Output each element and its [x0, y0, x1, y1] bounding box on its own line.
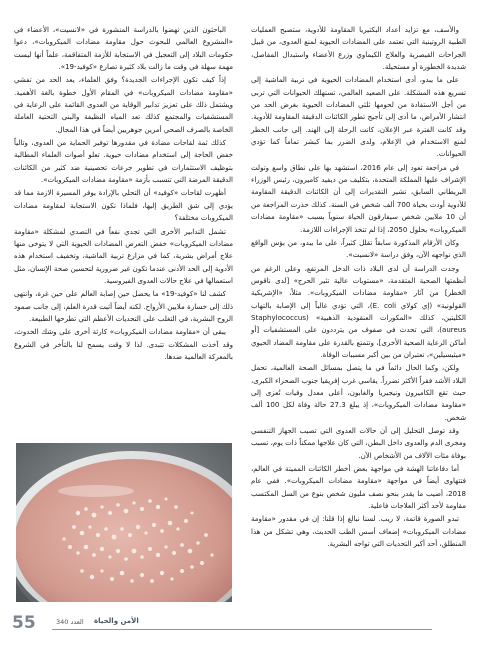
article-column-left: [14, 24, 233, 364]
paragraph: ولكن، وكما الحال دائماً في ما يتصل بمسائل الصحة العالمية، تحمل البلاد الأشد فقراً الأكثر تضرراً. يقاسي غرب إفريقيا جنوب الصحراء الكبرى، حيث تقع الكاميرون ونيجيريا والغابون، أعلى معدل وفيات تُعزى إلى «مقاومة مضادات الميكروبات»، إذ يبلغ 27.3 حالة وفاة لكل 100 ألف شخص.: [251, 363, 467, 422]
petri-dish-image: [16, 443, 232, 602]
paragraph: يبقى أن «مقاومة مضادات الميكروبات» كارثة أخرى على وشك الحدوث، وقد آخذت المشكلات تتبدى. لذا لا وقت يسمح لنا بالتأخر في الشروع بالمعركة العالمية ضدها.: [14, 327, 233, 361]
paragraph: وكان الأرقام المذكورة سابقاً تقلل كثيراً، على ما يبدو، من بؤس الواقع الذي نواجهه الآن، وفق دراسة «لانسيت».: [251, 237, 466, 260]
paragraph: على ما يبدو، أدى استخدام المضادات الحيوية في تربية الماشية إلى تسريع هذه المشكلة. على الصعيد العالمي، تستهلك الحيوانات التي تربى من أجل الاستفادة من لحومها ثلثي المضادات الحيوية بغرض الحد من انتشار الأمراض، ما أدى إلى تأجيج تطور الكائنات الدقيقة المقاومة للأدوية. وقد كانت الفترة عبر الإعلان، كانت الرحلة إلى الهند. إلى جانب الخطر لمنع الاستخدام في الإعلام، ولدى الضرر بما كبشر تماماً كما تؤدي الحيوانات.: [251, 75, 466, 159]
paragraph: أما دفاعاتنا الهشة في مواجهة بعض أخطر الكائنات المميتة في العالم، فتتهاوى أيضاً في مواجهة «مقاومة مضادات الميكروبات». ففي عام 2018، أصيب ما يقدر بنحو نصف مليون شخص بنوع من السل المكتسب مقاومة لأحد أكثر العلاجات فاعلية.: [251, 464, 466, 511]
paragraph: وجدت الدراسة أن لدى البلاد ذات الدخل المرتفع، وعلى الرغم من أنظمتها الصحية المتقدمة، «مستويات عالية تثير الحرج» [لدى ناقوس الخطر] من آثار «مقاومة مضادات الميكروبات». مثلاً، «الإشريكية القولونية» (إي كولاي E. coli)، التي تؤدي غالباً إلى الإصابة بالتهاب الكليتين، كذلك «المكورات العنقودية الذهبية» (Staphylococcus aureus)، التي تحدث في صفوف من يترددون على المستشفيات [أو أماكن الرعاية الصحية الأخرى]، وتتمتع بالقدرة على مقاومة المضاد الحيوي «ميثيسيلين»، تعتبران من بين أكبر مسببات الوفاة.: [251, 263, 466, 359]
magazine-name: الأمن والحياة: [94, 617, 139, 625]
paragraph: إذاً كيف تكون الإجراءات الجديدة؟ وفق العلماء، يعد الحد من تفشي «مقاومة مضادات الميكروبات» في المقام الأول خطوة بالغة الأهمية. ويشتمل ذلك على تعزيز تدابير الوقاية من العدوى القائمة على الرعاية في المستشفيات والمجتمع كذلك تعد المياه النظيفة والبنى التحتية العاملة الخاصة بالصرف الصحي أمرين جوهريين أيضاً في هذا المجال.: [14, 75, 233, 134]
petri-dish-bacteria-image: [16, 443, 232, 602]
footer-divider: [52, 629, 432, 630]
article-column-right: [251, 24, 466, 551]
paragraph: تشمل التدابير الأخرى التي تجدي نفعاً في التصدي لمشكلة «مقاومة مضادات الميكروبات» خفض التعرض المضادات الحيوية التي لا يتوخى منها علاج أمراض بشرية، كما في مزارع تربية الماشية، وتخفيف استخدام هذه الأدوية إلى الحد الأدنى عندما تكون غير ضرورية لتحسين صحة الإنسان، مثل استعمالها في علاج حالات العدوى الفيروسية.: [14, 226, 233, 285]
paragraph: أظهرت لقاحات «كوفيد» أن التحلي بالإرادة يوفر المسيرة الازمة مما قد يؤدي إلى شق الطريق إليها، فلماذا تكون الاستجابة لمقاومة مضادات الميكروبات مختلفة؟: [14, 188, 233, 223]
paragraph: كذلك ثمة لقاحات مضادة في مقدورها توفير الحماية من العدوى، وتالياً خفض الحاجة إلى استخدام مضادات حيوية. تعلو أصوات العلماء المطالبة بتوظيف الاستثمارات في تطوير جرعات تحصينية ضد كثير من الكائنات الدقيقة المرضة التي تتسبب بأزمة «مقاومة مضادات الميكروبات».: [14, 138, 233, 185]
paragraph: وقد توصل التحليل إلى أن حالات العدوى التي تصيب الجهاز التنفسي ومجرى الدم والعدوى داخل البطن، التي كان علاجها ممكناً ذات يوم، تسبب بوفاة مئات الآلاف من الأشخاص الآن.: [251, 426, 466, 460]
paragraph: كشف لنا «كوفيد-19» ما يحصل حين إصابة العالم على حين غرة، وانتهى ذلك إلى خسارة ملايين الأرواح. لكنه أيضاً أثبت قدرة العلم، إلى جانب صمود الروح البشرية، في التغلب على التحديات الأعظم التي تطرحها الطبيعة.: [14, 289, 233, 323]
paragraph: الباحثون الذين نهضوا بالدراسة المنشورة في «لانسيت»، الأعضاء في «المشروع العالمي للبحوث حول مقاومة مضادات الميكروبات»، دعوا حكومات البلاد إلى التعجيل في الاستجابة للأزمة المتفاقمة، علماً أنها ليست مهمة سهلة في وقت ما زالت بلاد كثيرة تصارع «كوفيد-19».: [14, 25, 233, 72]
paragraph: تبدو الصورة قاتمة، لا ريب. لسنا نبالغ إذا قلنا: إن في مقدور «مقاومة مضادات الميكروبات» إضعاف أسس الطب الحديث، وهي تشكل من هذا المنطلق، أحد أكبر التحديات التي تواجه البشرية.: [251, 514, 466, 549]
paragraph: والأسف، مع تزايد أعداد البكتيريا المقاومة للأدوية، ستصبح العمليات الطبية الروتينية التي تعتمد على المضادات الحيوية لمنع العدوى، من قبيل الجراحات القيصرية والعلاج الكيماوي وزرع الأعضاء واستبدال المفاصل، شديدة الخطورة أو مستحيلة.: [251, 25, 466, 72]
page-number: 55: [12, 613, 36, 633]
issue-number: العدد 340: [56, 618, 84, 626]
paragraph: في مراجعة تعود إلى عام 2016، استشهد بها على نطاق واسع وتولت الإشراف عليها المملكة المتحدة، بتكليف من ديفيد كاميرون، رئيس الوزراء البريطاني السابق، تشير التقديرات إلى أن الكائنات الدقيقة المقاومة للأدوية أودت بحياة 700 ألف شخص في السنة. كذلك حذرت المراجعة من أن 10 ملايين شخص سيفارقون الحياة سنوياً بسبب «مقاومة مضادات الميكروبات» بحلول 2050، إذا لم تتخذ الإجراءات اللازمة.: [251, 162, 467, 234]
page-footer: [0, 612, 480, 640]
